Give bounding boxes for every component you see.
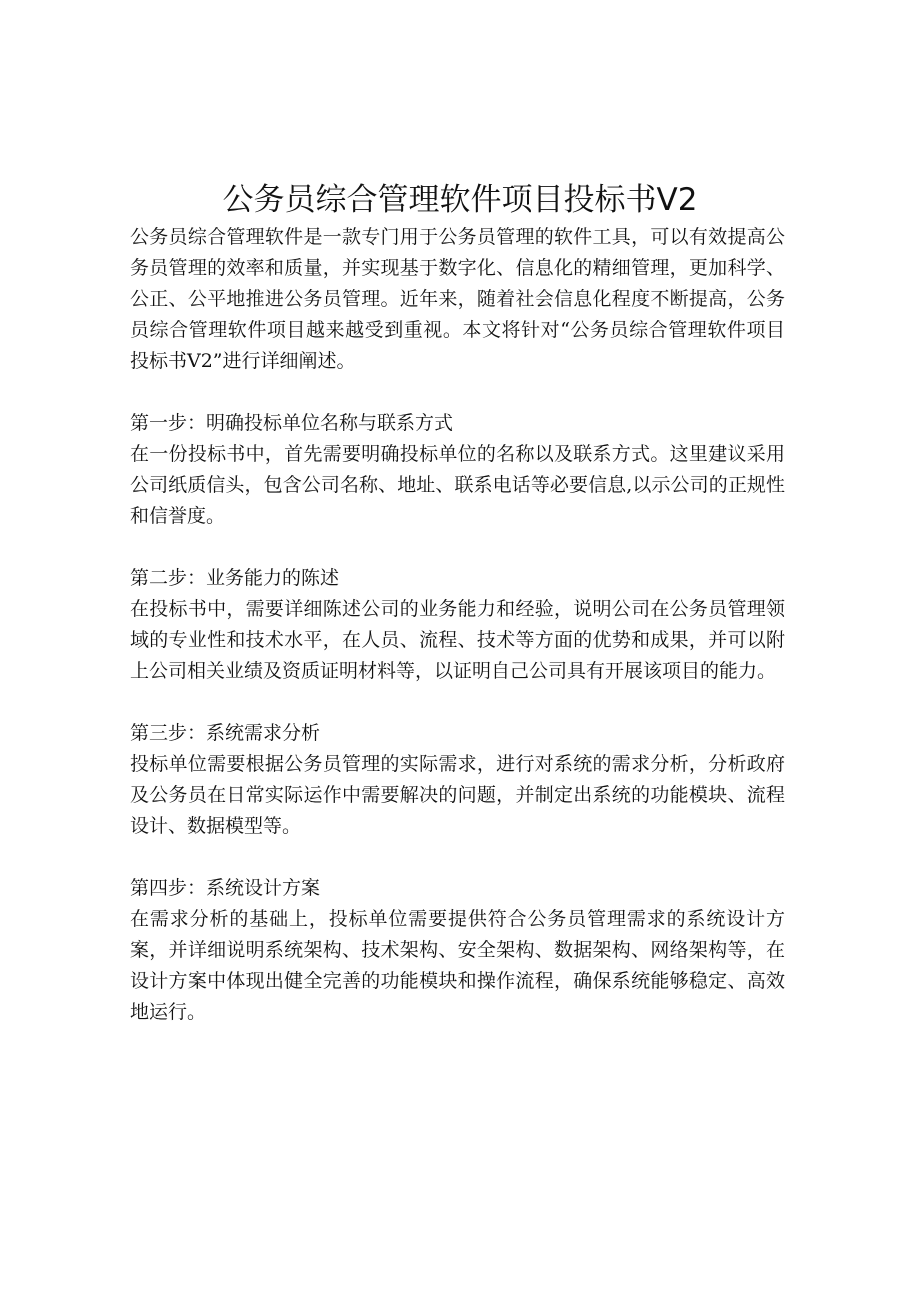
section-heading: 第三步：系统需求分析 — [130, 722, 321, 744]
document-title: 公务员综合管理软件项目投标书V2 — [222, 182, 698, 218]
section-step-2 — [130, 563, 785, 687]
spacer — [130, 687, 785, 718]
section-body: 在一份投标书中，首先需要明确投标单位的名称以及联系方式。这里建议采用公司纸质信头，包含公司名称、地址、联系电话等必要信息,以示公司的正规性和信誉度。 — [130, 443, 785, 527]
section-heading: 第二步：业务能力的陈述 — [130, 567, 340, 589]
section-step-4 — [130, 873, 785, 1028]
document-body — [130, 222, 785, 1028]
section-body: 投标单位需要根据公务员管理的实际需求，进行对系统的需求分析，分析政府及公务员在日常实际运作中需要解决的问题，并制定出系统的功能模块、流程设计、数据模型等。 — [130, 753, 785, 837]
section-body: 在需求分析的基础上，投标单位需要提供符合公务员管理需求的系统设计方案，并详细说明系统架构、技术架构、安全架构、数据架构、网络架构等，在设计方案中体现出健全完善的功能模块和操作流程，确保系统能够稳定、高效地运行。 — [130, 908, 785, 1023]
section-step-1 — [130, 408, 785, 532]
section-body: 在投标书中，需要详细陈述公司的业务能力和经验，说明公司在公务员管理领域的专业性和技术水平，在人员、流程、技术等方面的优势和成果，并可以附上公司相关业绩及资质证明材料等，以证明自己公司具有开展该项目的能力。 — [130, 598, 785, 682]
spacer — [130, 377, 785, 408]
intro-paragraph: 公务员综合管理软件是一款专门用于公务员管理的软件工具，可以有效提高公务员管理的效率和质量，并实现基于数字化、信息化的精细管理，更加科学、公正、公平地推进公务员管理。近年来，随着社会信息化程度不断提高，公务员综合管理软件项目越来越受到重视。本文将针对“公务员综合管理软件项目投标书V2”进行详细阐述。 — [130, 226, 785, 372]
section-heading: 第四步：系统设计方案 — [130, 877, 321, 899]
spacer — [130, 532, 785, 563]
section-heading: 第一步：明确投标单位名称与联系方式 — [130, 412, 454, 434]
section-step-3 — [130, 718, 785, 842]
spacer — [130, 842, 785, 873]
